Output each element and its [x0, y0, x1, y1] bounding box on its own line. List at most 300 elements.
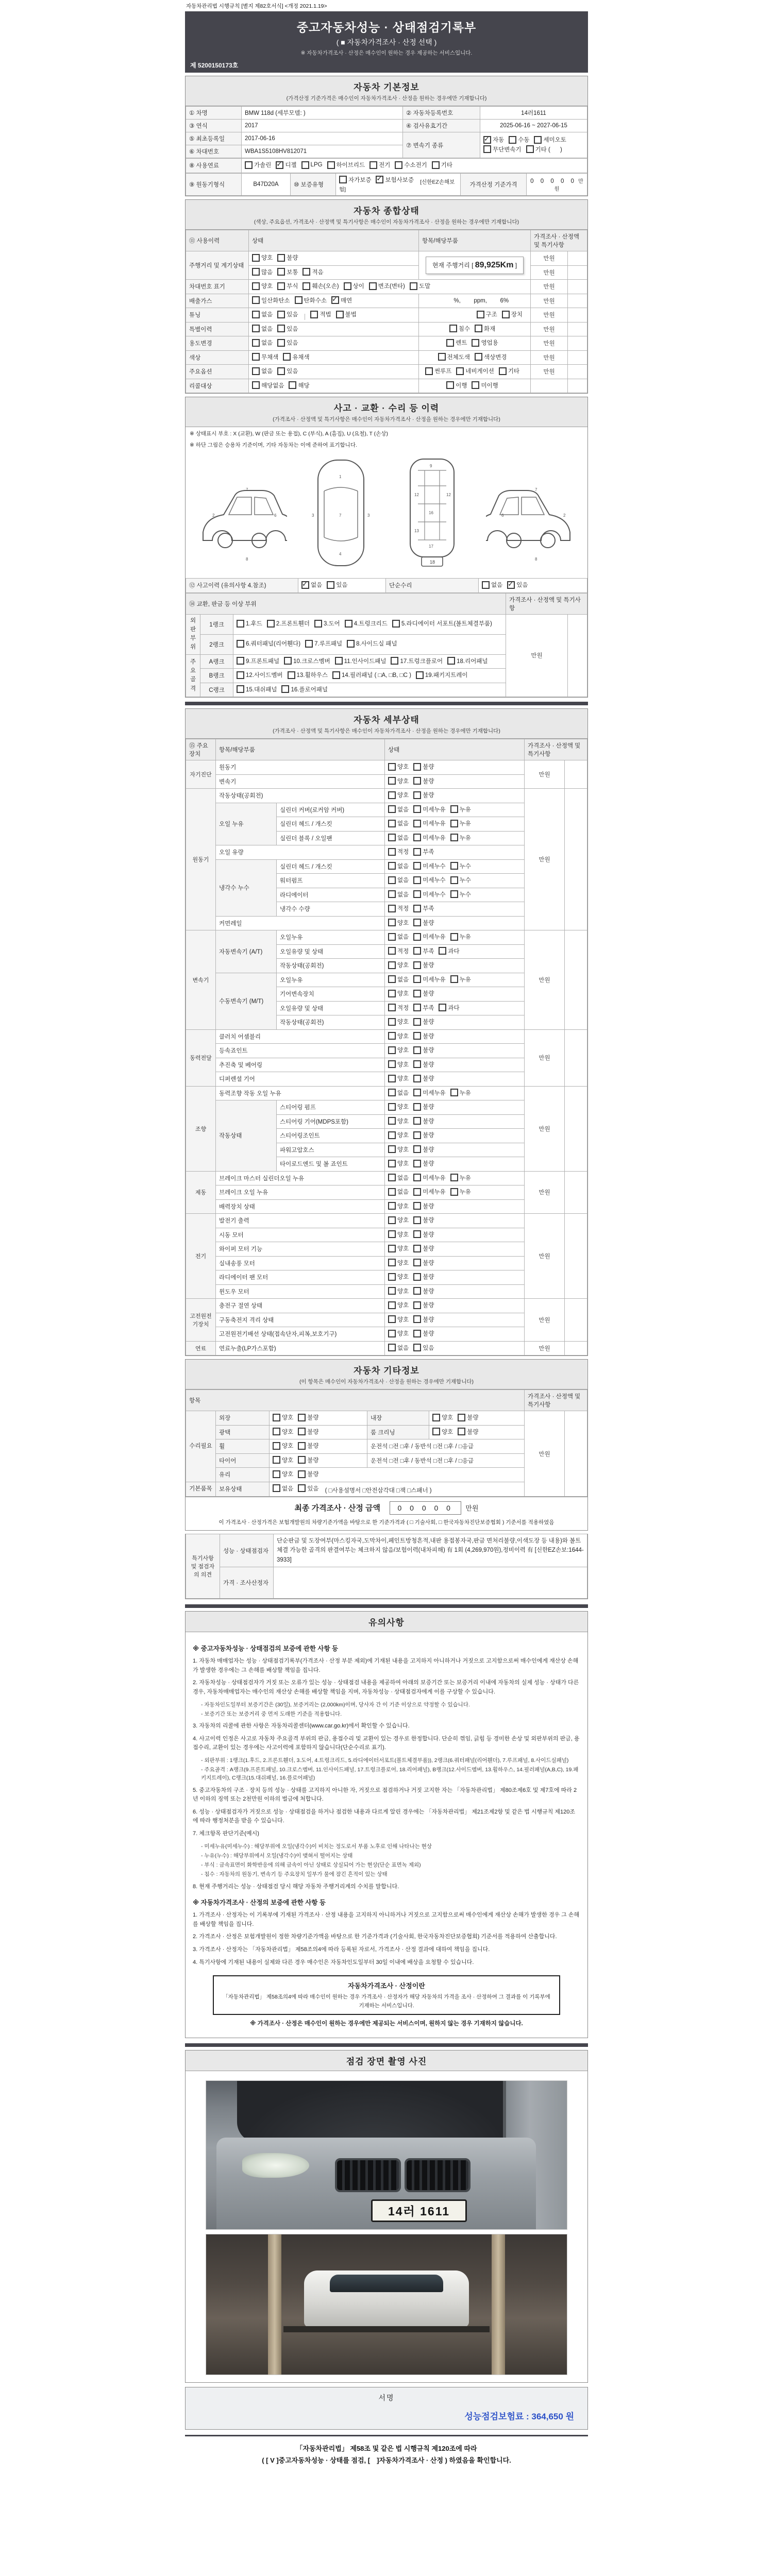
checkbox[interactable] [413, 1018, 421, 1026]
checkbox[interactable] [450, 820, 458, 827]
checkbox-option[interactable] [413, 1032, 434, 1040]
checkbox[interactable] [413, 990, 421, 997]
checkbox[interactable] [252, 381, 260, 389]
checkbox[interactable] [413, 1145, 421, 1153]
checkbox-option[interactable] [298, 1484, 318, 1493]
checkbox-option[interactable] [458, 1413, 478, 1421]
checkbox[interactable] [388, 947, 396, 955]
checkbox-option[interactable] [388, 1089, 409, 1097]
checkbox[interactable] [413, 1075, 421, 1082]
checkbox-option[interactable] [369, 282, 405, 290]
checkbox-option[interactable] [298, 1470, 318, 1478]
checkbox[interactable] [277, 268, 285, 276]
checkbox[interactable] [388, 1060, 396, 1068]
checkbox[interactable] [388, 1103, 396, 1111]
checkbox[interactable] [526, 145, 534, 153]
checkbox[interactable] [388, 1131, 396, 1139]
checkbox-option[interactable] [388, 1273, 409, 1281]
checkbox[interactable] [432, 161, 440, 169]
checkbox[interactable] [305, 640, 313, 648]
checkbox-option[interactable] [237, 619, 262, 628]
checkbox-option[interactable] [277, 253, 298, 262]
checkbox[interactable] [252, 367, 260, 375]
checkbox-option[interactable] [277, 367, 298, 375]
checkbox[interactable] [388, 1089, 396, 1096]
checkbox-option[interactable] [388, 919, 409, 927]
checkbox[interactable] [425, 367, 433, 375]
checkbox-option[interactable] [388, 876, 409, 884]
checkbox-option[interactable] [450, 805, 471, 814]
checkbox-option[interactable] [413, 1117, 434, 1125]
checkbox-option[interactable] [413, 1315, 434, 1324]
checkbox[interactable] [388, 933, 396, 941]
checkbox-option[interactable] [388, 1032, 409, 1040]
checkbox[interactable] [252, 296, 260, 304]
checkbox[interactable] [388, 1117, 396, 1125]
checkbox[interactable] [281, 685, 289, 693]
checkbox-option[interactable] [237, 657, 279, 665]
checkbox[interactable] [413, 777, 421, 785]
checked-checkbox[interactable] [331, 296, 339, 304]
checkbox-option[interactable] [413, 947, 434, 955]
checkbox-option[interactable] [475, 353, 507, 361]
checkbox[interactable] [413, 1301, 421, 1309]
checkbox[interactable] [450, 1174, 458, 1181]
checkbox-option[interactable] [331, 296, 352, 304]
checkbox-option[interactable] [388, 933, 409, 941]
checkbox-option[interactable] [281, 685, 328, 693]
checkbox-option[interactable] [450, 890, 471, 899]
checkbox[interactable] [277, 282, 285, 290]
checkbox[interactable] [347, 640, 355, 648]
checkbox-option[interactable] [388, 1230, 409, 1239]
checkbox[interactable] [450, 933, 458, 941]
checkbox[interactable] [388, 1230, 396, 1238]
checkbox-option[interactable] [392, 619, 492, 628]
checkbox-option[interactable] [252, 253, 273, 262]
checkbox[interactable] [327, 161, 335, 169]
checkbox[interactable] [450, 1089, 458, 1096]
checkbox[interactable] [413, 1089, 421, 1096]
checkbox[interactable] [273, 1442, 280, 1450]
checkbox[interactable] [388, 1202, 396, 1210]
checkbox-option[interactable] [388, 862, 409, 870]
checkbox-option[interactable] [237, 685, 277, 693]
checkbox-option[interactable] [413, 805, 445, 814]
checkbox[interactable] [310, 311, 318, 318]
checkbox[interactable] [499, 367, 507, 375]
checkbox-option[interactable] [388, 1018, 409, 1026]
checkbox[interactable] [332, 671, 340, 679]
checkbox[interactable] [277, 254, 285, 262]
checkbox[interactable] [252, 353, 260, 361]
checkbox[interactable] [388, 763, 396, 771]
checkbox-option[interactable] [314, 619, 340, 628]
checkbox[interactable] [388, 1273, 396, 1281]
checkbox-option[interactable] [388, 848, 409, 856]
checkbox[interactable] [388, 848, 396, 856]
checkbox-option[interactable] [413, 1188, 445, 1196]
checkbox-option[interactable] [439, 1004, 459, 1012]
checkbox[interactable] [252, 282, 260, 290]
checkbox-option[interactable] [526, 145, 562, 154]
checkbox-option[interactable] [446, 338, 467, 347]
checkbox[interactable] [413, 1330, 421, 1337]
checkbox[interactable] [289, 381, 296, 389]
checkbox[interactable] [345, 620, 352, 628]
checkbox-option[interactable] [472, 381, 498, 389]
checkbox[interactable] [450, 805, 458, 813]
checkbox-option[interactable] [413, 848, 434, 856]
checkbox[interactable] [413, 1344, 421, 1351]
checkbox-option[interactable] [450, 1089, 471, 1097]
checkbox[interactable] [388, 975, 396, 983]
checkbox[interactable] [388, 990, 396, 997]
checkbox[interactable] [388, 876, 396, 884]
checkbox-option[interactable] [413, 791, 434, 799]
checkbox-option[interactable] [388, 961, 409, 969]
checkbox[interactable] [335, 657, 343, 665]
checkbox-option[interactable] [237, 639, 300, 648]
checkbox[interactable] [388, 1216, 396, 1224]
checkbox-option[interactable] [413, 1329, 434, 1337]
checkbox-option[interactable] [277, 310, 298, 318]
checkbox[interactable] [483, 145, 491, 153]
checkbox[interactable] [237, 671, 244, 679]
checkbox[interactable] [472, 339, 479, 347]
checkbox[interactable] [369, 161, 377, 169]
checkbox-option[interactable] [388, 1259, 409, 1267]
checkbox-option[interactable] [458, 1428, 478, 1436]
checkbox[interactable] [388, 1018, 396, 1026]
checkbox-option[interactable] [388, 890, 409, 899]
checkbox-option[interactable] [534, 135, 566, 144]
checkbox-option[interactable] [344, 282, 364, 290]
checkbox[interactable] [388, 890, 396, 898]
checkbox-option[interactable] [413, 961, 434, 969]
checkbox[interactable] [295, 296, 303, 304]
checkbox[interactable] [458, 1414, 465, 1421]
checkbox-option[interactable] [339, 176, 371, 184]
checkbox-option[interactable] [413, 834, 445, 842]
checkbox-option[interactable] [416, 671, 468, 679]
checkbox-option[interactable] [273, 1456, 293, 1464]
checkbox[interactable] [388, 1259, 396, 1266]
checkbox-option[interactable] [450, 933, 471, 941]
checkbox-option[interactable] [438, 353, 470, 361]
checkbox-option[interactable] [252, 338, 273, 347]
checkbox[interactable] [388, 961, 396, 969]
checkbox[interactable] [413, 1245, 421, 1252]
checkbox[interactable] [475, 353, 482, 361]
checkbox[interactable] [277, 311, 285, 318]
checkbox-option[interactable] [388, 777, 409, 785]
checkbox-option[interactable] [475, 325, 495, 333]
checkbox[interactable] [439, 1004, 446, 1011]
checkbox-option[interactable] [252, 268, 273, 276]
checkbox-option[interactable] [388, 1344, 409, 1352]
checkbox[interactable] [472, 381, 479, 389]
checkbox-option[interactable] [305, 639, 342, 648]
checkbox-option[interactable] [388, 1060, 409, 1069]
checkbox[interactable] [449, 325, 457, 332]
checkbox-option[interactable] [413, 919, 434, 927]
checkbox[interactable] [450, 890, 458, 898]
checkbox-option[interactable] [413, 933, 445, 941]
checkbox[interactable] [413, 1273, 421, 1281]
checkbox[interactable] [273, 1414, 280, 1421]
checkbox-option[interactable] [335, 657, 386, 665]
checkbox[interactable] [413, 862, 421, 870]
checkbox[interactable] [388, 1145, 396, 1153]
checkbox[interactable] [413, 1046, 421, 1054]
checkbox[interactable] [344, 282, 351, 290]
checkbox[interactable] [273, 1456, 280, 1464]
checkbox-option[interactable] [449, 325, 470, 333]
checkbox-option[interactable] [413, 1131, 434, 1139]
checkbox[interactable] [369, 282, 377, 290]
checkbox[interactable] [388, 805, 396, 813]
checkbox[interactable] [388, 1315, 396, 1323]
checkbox[interactable] [446, 339, 454, 347]
checkbox[interactable] [413, 1103, 421, 1111]
checkbox[interactable] [388, 820, 396, 827]
checkbox-option[interactable] [273, 1484, 293, 1493]
checkbox-option[interactable] [413, 819, 445, 827]
checkbox-option[interactable] [388, 1174, 409, 1182]
checkbox-option[interactable] [332, 671, 411, 679]
checkbox-option[interactable] [273, 1428, 293, 1436]
checkbox[interactable] [413, 1160, 421, 1167]
checkbox[interactable] [237, 685, 244, 693]
checkbox[interactable] [413, 1259, 421, 1266]
checkbox[interactable] [456, 367, 464, 375]
checkbox-option[interactable] [388, 1315, 409, 1324]
checkbox[interactable] [388, 791, 396, 799]
checkbox[interactable] [298, 1442, 306, 1450]
checkbox-option[interactable] [450, 862, 471, 870]
checkbox[interactable] [237, 620, 244, 628]
checkbox-option[interactable] [509, 135, 529, 144]
checkbox[interactable] [450, 862, 458, 870]
checkbox[interactable] [303, 268, 310, 276]
checkbox[interactable] [252, 325, 260, 332]
checkbox[interactable] [413, 1188, 421, 1196]
checkbox[interactable] [388, 1032, 396, 1040]
checkbox-option[interactable] [388, 1004, 409, 1012]
checkbox[interactable] [388, 1188, 396, 1196]
checkbox[interactable] [413, 763, 421, 771]
checkbox-option[interactable] [413, 777, 434, 785]
checkbox-option[interactable] [472, 338, 498, 347]
checkbox[interactable] [413, 1004, 421, 1011]
checkbox[interactable] [303, 282, 310, 290]
checkbox-option[interactable] [450, 1174, 471, 1182]
checkbox-option[interactable] [376, 176, 414, 184]
checkbox[interactable] [413, 1202, 421, 1210]
checkbox-option[interactable] [310, 310, 331, 318]
checkbox[interactable] [252, 268, 260, 276]
checkbox-option[interactable] [388, 791, 409, 799]
checkbox[interactable] [388, 1075, 396, 1082]
checkbox-option[interactable] [413, 890, 445, 899]
checkbox-option[interactable] [388, 819, 409, 827]
checkbox-option[interactable] [413, 1145, 434, 1154]
checkbox-option[interactable] [252, 381, 284, 389]
checkbox-option[interactable] [450, 876, 471, 884]
checkbox[interactable] [450, 834, 458, 841]
checkbox-option[interactable] [273, 1470, 293, 1478]
checkbox[interactable] [413, 1131, 421, 1139]
checkbox[interactable] [413, 905, 421, 912]
checkbox[interactable] [410, 282, 417, 290]
checkbox[interactable] [388, 862, 396, 870]
checkbox-option[interactable] [483, 135, 504, 144]
checkbox[interactable] [284, 657, 292, 665]
checkbox[interactable] [273, 1484, 280, 1492]
checked-checkbox[interactable] [483, 136, 491, 144]
checkbox[interactable] [388, 1287, 396, 1295]
checkbox[interactable] [388, 1174, 396, 1181]
checkbox[interactable] [413, 791, 421, 799]
checkbox[interactable] [388, 1301, 396, 1309]
checkbox[interactable] [298, 1484, 306, 1492]
checkbox-option[interactable] [298, 1413, 318, 1421]
checkbox[interactable] [273, 1428, 280, 1435]
checked-checkbox[interactable] [301, 581, 309, 589]
checkbox[interactable] [502, 311, 510, 318]
checkbox-option[interactable] [388, 1287, 409, 1295]
checkbox-option[interactable] [413, 1216, 434, 1224]
checkbox-option[interactable] [276, 161, 296, 169]
checkbox-option[interactable] [273, 1413, 293, 1421]
checkbox-option[interactable] [388, 1216, 409, 1224]
checkbox[interactable] [413, 961, 421, 969]
checkbox-option[interactable] [267, 619, 310, 628]
checkbox-option[interactable] [277, 268, 298, 276]
checkbox[interactable] [413, 1060, 421, 1068]
checkbox[interactable] [450, 876, 458, 884]
checkbox-option[interactable] [388, 1159, 409, 1167]
checkbox[interactable] [446, 381, 454, 389]
checkbox-option[interactable] [482, 581, 502, 589]
checkbox-option[interactable] [289, 381, 309, 389]
checkbox-option[interactable] [413, 1230, 434, 1239]
checkbox[interactable] [413, 1174, 421, 1181]
checkbox-option[interactable] [388, 1046, 409, 1054]
checkbox-option[interactable] [252, 282, 273, 290]
checkbox[interactable] [314, 620, 322, 628]
checkbox[interactable] [534, 136, 542, 144]
checkbox-option[interactable] [432, 161, 452, 169]
checkbox[interactable] [413, 1032, 421, 1040]
checkbox-option[interactable] [295, 296, 327, 304]
checkbox[interactable] [336, 311, 344, 318]
checkbox-option[interactable] [413, 1074, 434, 1082]
checkbox-option[interactable] [237, 671, 283, 679]
checkbox[interactable] [283, 353, 291, 361]
checkbox-option[interactable] [303, 282, 339, 290]
checkbox[interactable] [413, 933, 421, 941]
checkbox[interactable] [277, 325, 285, 332]
checkbox[interactable] [413, 1315, 421, 1323]
checkbox-option[interactable] [413, 876, 445, 884]
checkbox-option[interactable] [413, 1244, 434, 1252]
checkbox[interactable] [413, 975, 421, 983]
checkbox-option[interactable] [413, 1273, 434, 1281]
checkbox[interactable] [413, 1117, 421, 1125]
checkbox-option[interactable] [388, 1301, 409, 1309]
checkbox-option[interactable] [499, 367, 519, 375]
checkbox[interactable] [388, 777, 396, 785]
checkbox-option[interactable] [388, 989, 409, 997]
checkbox-option[interactable] [345, 619, 388, 628]
checkbox[interactable] [298, 1428, 306, 1435]
checkbox-option[interactable] [413, 1202, 434, 1210]
checkbox-option[interactable] [347, 639, 397, 648]
checkbox-option[interactable] [413, 1301, 434, 1309]
checkbox-option[interactable] [327, 161, 365, 169]
checkbox-option[interactable] [301, 161, 323, 169]
checkbox-option[interactable] [450, 975, 471, 984]
checkbox-option[interactable] [277, 338, 298, 347]
checkbox[interactable] [267, 620, 275, 628]
checkbox[interactable] [388, 834, 396, 841]
checkbox[interactable] [288, 671, 295, 679]
checkbox[interactable] [413, 805, 421, 813]
checkbox-option[interactable] [388, 762, 409, 771]
checkbox-option[interactable] [252, 296, 290, 304]
checkbox[interactable] [388, 1046, 396, 1054]
checkbox[interactable] [447, 657, 455, 665]
checkbox-option[interactable] [252, 367, 273, 375]
checkbox-option[interactable] [388, 1131, 409, 1139]
checkbox-option[interactable] [413, 975, 445, 984]
checkbox[interactable] [439, 947, 446, 955]
checkbox[interactable] [509, 136, 516, 144]
checkbox-option[interactable] [388, 947, 409, 955]
checkbox-option[interactable] [413, 1060, 434, 1069]
checkbox-option[interactable] [446, 381, 467, 389]
checkbox[interactable] [237, 640, 244, 648]
checkbox-option[interactable] [413, 1344, 434, 1352]
checkbox-option[interactable] [413, 762, 434, 771]
checkbox-option[interactable] [391, 657, 443, 665]
checkbox[interactable] [298, 1414, 306, 1421]
checkbox[interactable] [413, 1230, 421, 1238]
checkbox-option[interactable] [388, 1145, 409, 1154]
checkbox[interactable] [438, 353, 446, 361]
checkbox-option[interactable] [298, 1456, 318, 1464]
checkbox-option[interactable] [369, 161, 390, 169]
checkbox-option[interactable] [303, 268, 323, 276]
checkbox-option[interactable] [288, 671, 328, 679]
checkbox[interactable] [413, 876, 421, 884]
checkbox-option[interactable] [395, 161, 427, 169]
checkbox-option[interactable] [298, 1442, 318, 1450]
checkbox[interactable] [458, 1428, 465, 1435]
checkbox[interactable] [301, 161, 309, 169]
checked-checkbox[interactable] [507, 581, 515, 589]
checkbox[interactable] [392, 620, 400, 628]
checkbox-option[interactable] [502, 310, 523, 318]
checkbox[interactable] [298, 1456, 306, 1464]
checkbox[interactable] [252, 254, 260, 262]
checkbox-option[interactable] [432, 1413, 453, 1421]
checkbox-option[interactable] [425, 367, 451, 375]
checkbox-option[interactable] [413, 989, 434, 997]
checkbox-option[interactable] [450, 834, 471, 842]
